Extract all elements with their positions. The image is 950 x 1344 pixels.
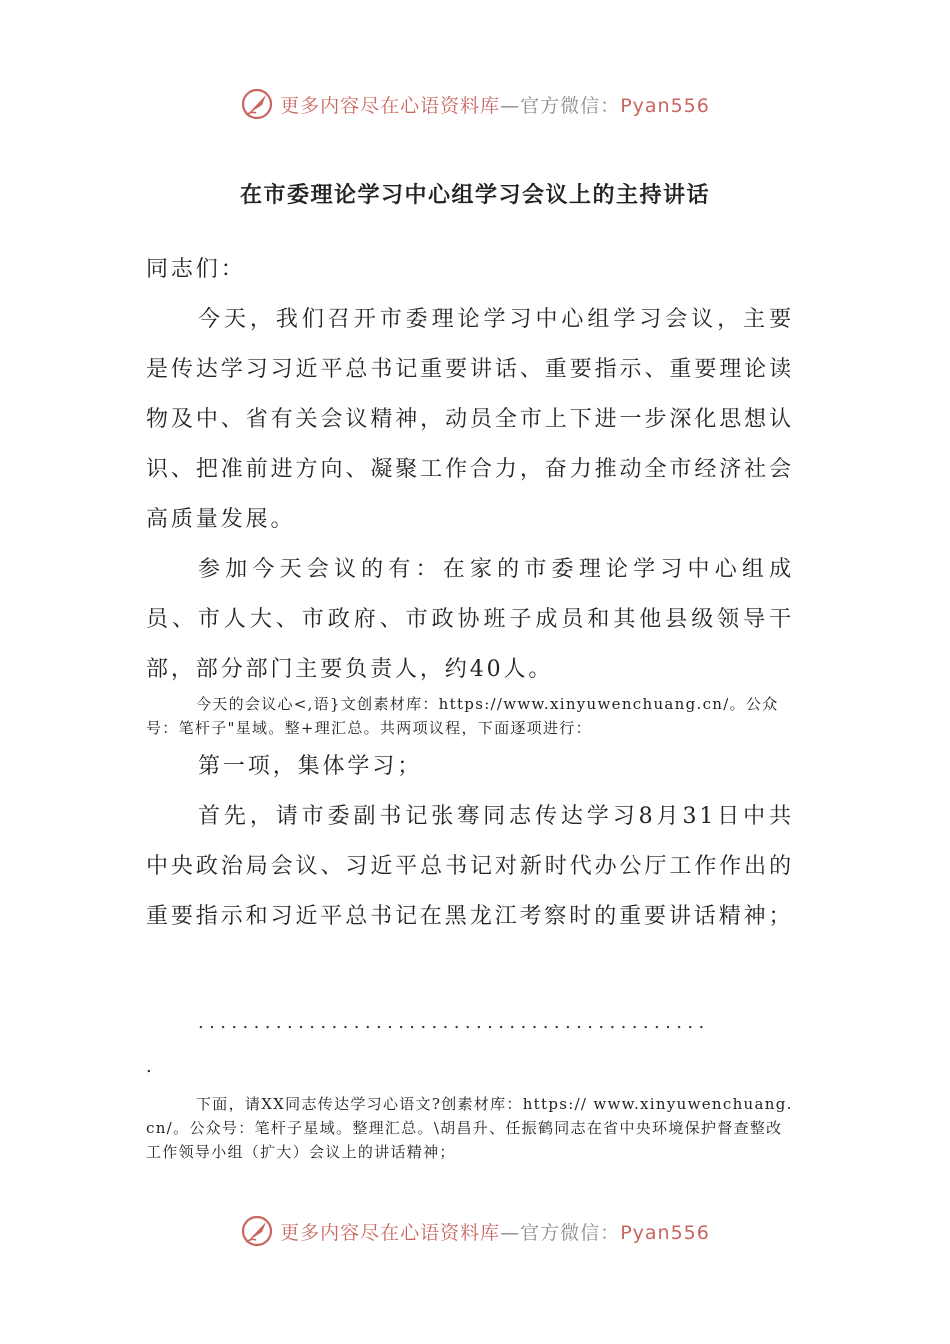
footer-banner (0, 1209, 950, 1253)
paragraph-4: 第一项，集体学习； (198, 754, 423, 779)
small-note-2: 下面，请XX同志传达学习心语文?创素材库：https:// www.xinyuwenchuang.cn/。公众号：笔杆子星域。整理汇总。\胡昌升、任振鹤同志在省中央环境保护督查整改工作领导小组（扩大）会议上的讲话精神； (146, 1095, 793, 1161)
small-note-1-wrap (146, 692, 794, 740)
document-body-2 (146, 742, 794, 942)
paragraph-1: 今天，我们召开市委理论学习中心组学习会议，主要是传达学习习近平总书记重要讲话、重要指示、重要理论读物及中、省有关会议精神，动员全市上下进一步深化思想认识、把准前进方向、凝聚工作合力，奋力推动全市经济社会高质量发展。 (146, 307, 794, 532)
greeting: 同志们： (146, 257, 246, 282)
pen-quill-logo-icon (240, 87, 274, 121)
pen-quill-logo-icon (240, 1214, 274, 1248)
ellipsis-line: .............................................. (198, 1012, 710, 1033)
banner-main: 更多内容尽在心语资料库 (280, 94, 501, 117)
paragraph-2: 参加今天会议的有：在家的市委理论学习中心组成员、市人大、市政府、市政协班子成员和其他县级领导干部，部分部门主要负责人，约40人。 (146, 557, 794, 682)
document-body (146, 245, 794, 695)
banner-main: 更多内容尽在心语资料库 (280, 1221, 501, 1244)
banner-rest: —官方微信： (500, 1221, 621, 1244)
banner-text (280, 91, 710, 118)
banner-wechat-id: Pyan556 (620, 1221, 710, 1244)
banner-wechat-id: Pyan556 (620, 94, 710, 117)
header-banner (0, 82, 950, 126)
ellipsis-end: . (146, 1056, 152, 1077)
banner-rest: —官方微信： (500, 94, 621, 117)
page-title: 在市委理论学习中心组学习会议上的主持讲话 (239, 183, 710, 208)
small-note-2-wrap (146, 1092, 794, 1164)
paragraph-5: 首先，请市委副书记张骞同志传达学习8月31日中共中央政治局会议、习近平总书记对新时代办公厅工作作出的重要指示和习近平总书记在黑龙江考察时的重要讲话精神； (146, 804, 794, 929)
banner-text (280, 1218, 710, 1245)
small-note-1: 今天的会议心<,语}文创素材库：https://www.xinyuwenchuang.cn/。公众号：笔杆子"星域。整+理汇总。共两项议程，下面逐项进行： (146, 695, 779, 737)
